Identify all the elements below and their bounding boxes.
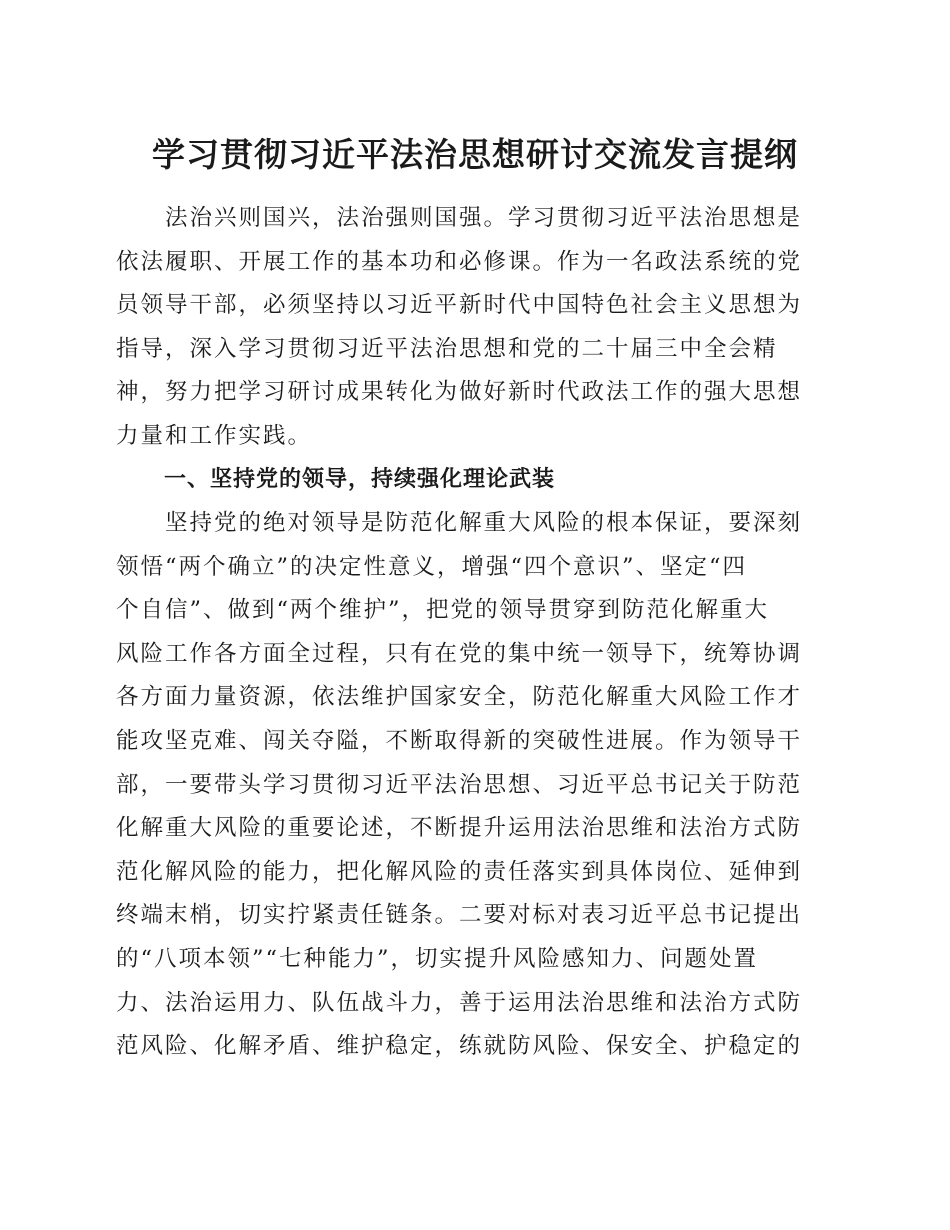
text-line: 风险工作各方面全过程，只有在党的集中统一领导下，统筹协调 — [116, 640, 803, 667]
text-line: 终端末梢，切实拧紧责任链条。二要对标对表习近平总书记提出 — [116, 902, 803, 929]
text-line: 各方面力量资源，依法维护国家安全，防范化解重大风险工作才 — [116, 684, 803, 711]
text-line: 法治兴则国兴，法治强则国强。学习贯彻习近平法治思想是 — [116, 205, 803, 231]
text-line: 力、法治运用力、队伍战斗力，善于运用法治思维和法治方式防 — [116, 989, 803, 1016]
intro-paragraph — [116, 197, 810, 459]
text-line: 个自信”、做到“两个维护”，把党的领导贯穿到防范化解重大 — [116, 597, 770, 624]
text-line: 指导，深入学习贯彻习近平法治思想和党的二十届三中全会精 — [116, 335, 778, 362]
text-line: 范风险、化解矛盾、维护稳定，练就防风险、保安全、护稳定的 — [116, 1033, 803, 1060]
text-line: 部，一要带头学习贯彻习近平法治思想、习近平总书记关于防范 — [116, 771, 803, 798]
text-line: 的“八项本领”“七种能力”，切实提升风险感知力、问题处置 — [116, 945, 759, 972]
section-paragraph — [116, 502, 810, 1069]
text-line: 能攻坚克难、闯关夺隘，不断取得新的突破性进展。作为领导干 — [116, 727, 803, 754]
text-line: 领悟“两个确立”的决定性意义，增强“四个意识”、坚定“四 — [116, 553, 748, 580]
document-title: 学习贯彻习近平法治思想研讨交流发言提纲 — [152, 135, 798, 174]
text-line: 力量和工作实践。 — [116, 422, 313, 449]
text-line: 化解重大风险的重要论述，不断提升运用法治思维和法治方式防 — [116, 815, 803, 842]
text-line: 神，努力把学习研讨成果转化为做好新时代政法工作的强大思想 — [116, 379, 803, 406]
text-line: 坚持党的绝对领导是防范化解重大风险的根本保证，要深刻 — [116, 510, 803, 536]
text-line: 依法履职、开展工作的基本功和必修课。作为一名政法系统的党 — [116, 248, 803, 275]
text-line: 范化解风险的能力，把化解风险的责任落实到具体岗位、延伸到 — [116, 858, 803, 885]
text-line: 员领导干部，必须坚持以习近平新时代中国特色社会主义思想为 — [116, 292, 803, 319]
section-heading: 一、坚持党的领导，持续强化理论武装 — [164, 467, 556, 492]
